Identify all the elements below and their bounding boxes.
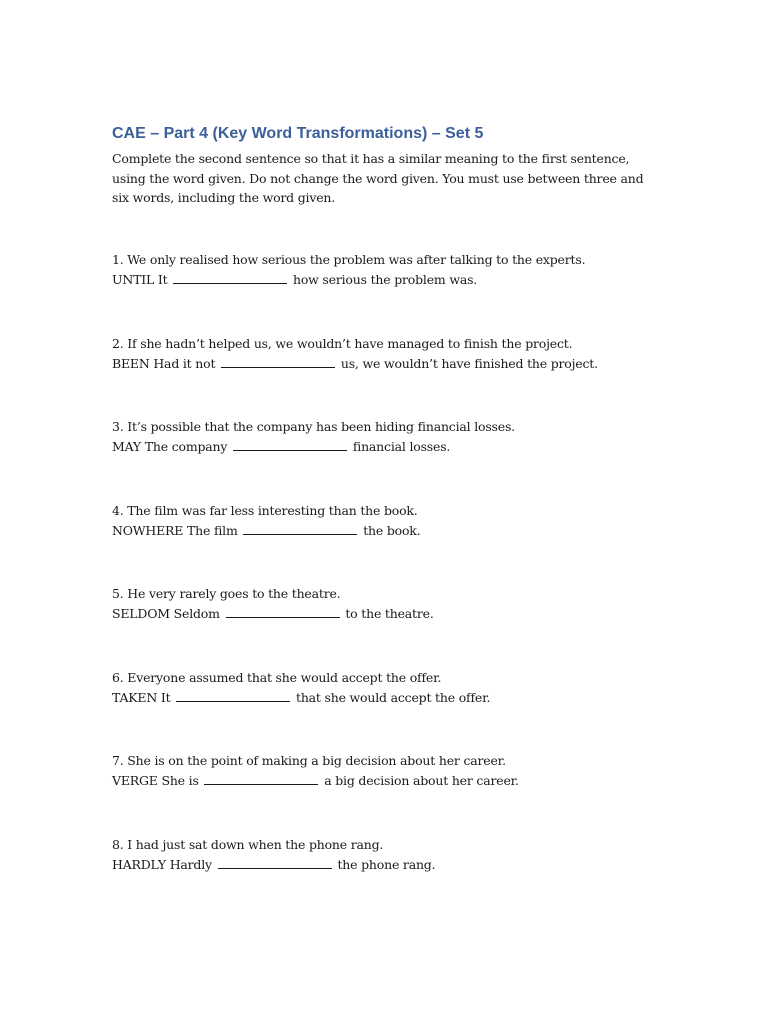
exercise-item-4 [112, 501, 652, 540]
sentence-start: It [157, 271, 168, 287]
answer-blank[interactable] [243, 533, 357, 535]
original-sentence: 6. Everyone assumed that she would accept the offer. [112, 670, 442, 685]
sentence-end: to the theatre. [345, 605, 434, 621]
sentence-start: Hardly [169, 856, 212, 872]
exercise-item-1 [112, 250, 652, 289]
transformation-line [112, 855, 652, 875]
transformation-line [112, 437, 652, 457]
keyword: NOWHERE [112, 522, 184, 538]
answer-blank[interactable] [233, 449, 347, 451]
sentence-end: how serious the problem was. [292, 271, 478, 287]
sentence-end: a big decision about her career. [324, 772, 519, 788]
original-sentence: 2. If she hadn’t helped us, we wouldn’t have managed to finish the project. [112, 336, 573, 351]
answer-blank[interactable] [176, 700, 290, 702]
original-sentence: 1. We only realised how serious the problem was after talking to the experts. [112, 252, 586, 267]
sentence-end: the book. [363, 522, 421, 538]
worksheet-title: CAE – Part 4 (Key Word Transformations) – Set 5 [112, 125, 484, 142]
keyword: HARDLY [112, 856, 166, 872]
sentence-start: The film [186, 522, 238, 538]
sentence-start: The company [144, 438, 228, 454]
original-sentence: 7. She is on the point of making a big decision about her career. [112, 753, 506, 768]
keyword: VERGE [112, 772, 158, 788]
exercise-item-6 [112, 668, 652, 707]
sentence-start: Had it not [153, 355, 216, 371]
sentence-end: that she would accept the offer. [296, 689, 491, 705]
original-sentence: 4. The film was far less interesting than the book. [112, 503, 418, 518]
transformation-line [112, 521, 652, 541]
sentence-end: the phone rang. [337, 856, 436, 872]
answer-blank[interactable] [226, 616, 340, 618]
sentence-start: Seldom [173, 605, 220, 621]
original-sentence: 3. It’s possible that the company has been hiding financial losses. [112, 419, 515, 434]
sentence-end: financial losses. [352, 438, 451, 454]
exercise-item-2 [112, 334, 652, 373]
answer-blank[interactable] [173, 282, 287, 284]
sentence-end: us, we wouldn’t have finished the project. [340, 355, 598, 371]
keyword: BEEN [112, 355, 150, 371]
keyword: MAY [112, 438, 141, 454]
exercise-item-5 [112, 584, 652, 623]
answer-blank[interactable] [218, 867, 332, 869]
exercise-item-7 [112, 751, 652, 790]
sentence-start: It [160, 689, 171, 705]
keyword: UNTIL [112, 271, 155, 287]
exercise-item-8 [112, 835, 652, 874]
original-sentence: 5. He very rarely goes to the theatre. [112, 586, 341, 601]
sentence-start: She is [161, 772, 199, 788]
answer-blank[interactable] [221, 366, 335, 368]
keyword: TAKEN [112, 689, 158, 705]
answer-blank[interactable] [204, 783, 318, 785]
transformation-line [112, 688, 652, 708]
original-sentence: 8. I had just sat down when the phone rang. [112, 837, 384, 852]
exercise-item-3 [112, 417, 652, 456]
transformation-line [112, 771, 652, 791]
keyword: SELDOM [112, 605, 170, 621]
transformation-line [112, 270, 652, 290]
transformation-line [112, 604, 652, 624]
transformation-line [112, 354, 652, 374]
instructions-text: Complete the second sentence so that it has a similar meaning to the first sentence, using the word given. Do not change the word given. You must use between three and six words, including the word given. [112, 151, 644, 205]
